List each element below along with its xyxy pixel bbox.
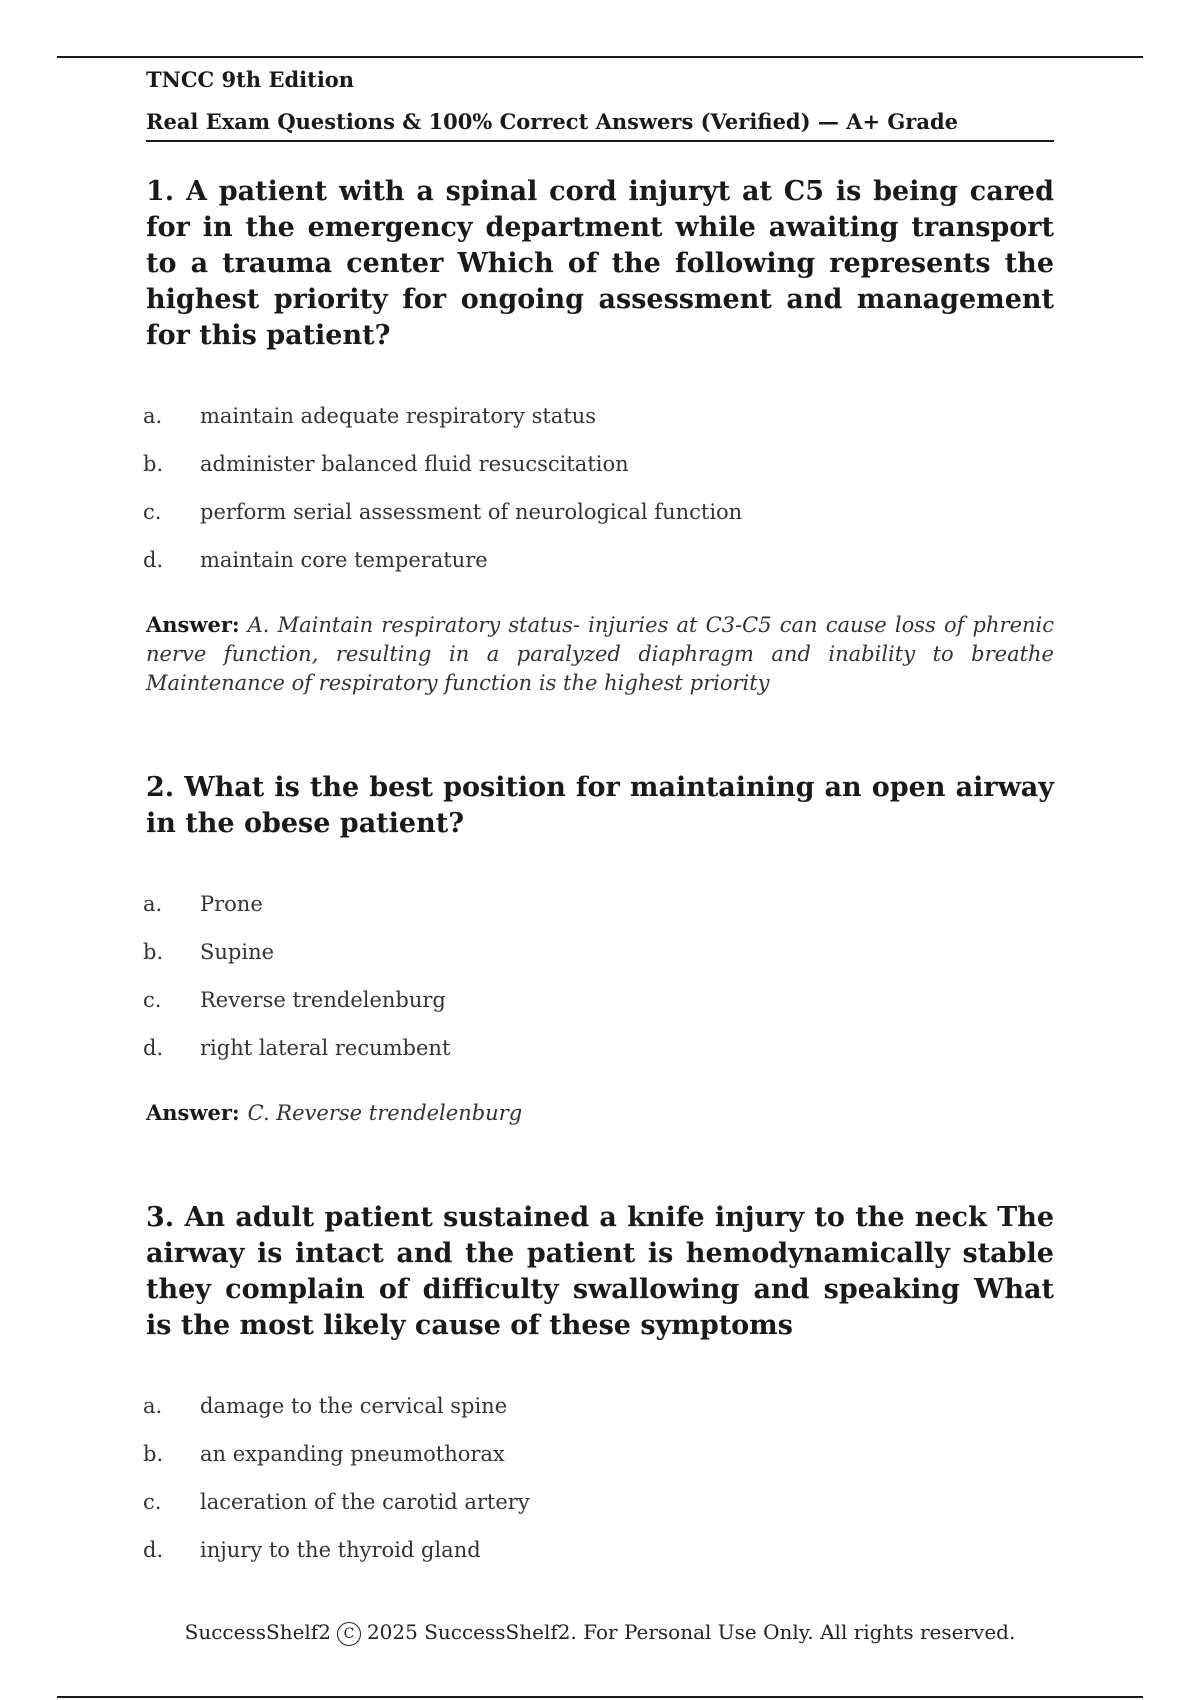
bottom-rule bbox=[57, 1696, 1143, 1698]
question-1 bbox=[143, 174, 1054, 698]
option-list bbox=[143, 402, 1054, 594]
option-text: administer balanced fluid resucscitation bbox=[200, 452, 629, 476]
option-letter: d. bbox=[143, 1538, 164, 1562]
option-d bbox=[143, 546, 1054, 594]
question-text bbox=[146, 770, 1054, 842]
option-text: Supine bbox=[200, 940, 275, 964]
question-text bbox=[146, 1200, 1054, 1344]
copyright-icon: C bbox=[337, 1622, 361, 1646]
option-letter: a. bbox=[143, 1394, 163, 1418]
option-b bbox=[143, 1440, 1054, 1488]
question-body: What is the best position for maintaining an open airway in the obese patient? bbox=[146, 772, 1054, 839]
option-text: maintain core temperature bbox=[200, 548, 488, 572]
option-c bbox=[143, 1488, 1054, 1536]
answer bbox=[146, 1098, 1054, 1128]
option-letter: b. bbox=[143, 1442, 164, 1466]
answer-text: C. Reverse trendelenburg bbox=[247, 1101, 523, 1125]
answer-label: Answer: bbox=[146, 1100, 240, 1125]
option-letter: a. bbox=[143, 892, 163, 916]
option-text: maintain adequate respiratory status bbox=[200, 404, 597, 428]
footer-brand: SuccessShelf2 bbox=[184, 1620, 331, 1644]
question-number: 2. bbox=[146, 772, 175, 803]
option-c bbox=[143, 986, 1054, 1034]
option-text: laceration of the carotid artery bbox=[200, 1490, 530, 1514]
option-letter: d. bbox=[143, 1036, 164, 1060]
document-header bbox=[146, 66, 1054, 142]
option-text: Reverse trendelenburg bbox=[200, 988, 446, 1012]
option-text: an expanding pneumothorax bbox=[200, 1442, 505, 1466]
option-letter: b. bbox=[143, 940, 164, 964]
answer-text: A. Maintain respiratory status- injuries at C3-C5 can cause loss of phrenic nerve function, resulting in a paralyzed diaphragm and inability to breathe Maintenance of respiratory function is the highest priority bbox=[146, 613, 1054, 695]
header-edition: TNCC 9th Edition bbox=[146, 67, 355, 92]
page-footer bbox=[0, 1620, 1200, 1646]
option-text: injury to the thyroid gland bbox=[200, 1538, 481, 1562]
answer bbox=[146, 610, 1054, 698]
option-a bbox=[143, 1392, 1054, 1440]
option-letter: d. bbox=[143, 548, 164, 572]
option-letter: c. bbox=[143, 988, 162, 1012]
option-d bbox=[143, 1536, 1054, 1584]
option-letter: a. bbox=[143, 404, 163, 428]
question-number: 1. bbox=[146, 176, 175, 207]
option-text: damage to the cervical spine bbox=[200, 1394, 508, 1418]
option-letter: c. bbox=[143, 500, 162, 524]
option-text: right lateral recumbent bbox=[200, 1036, 451, 1060]
option-list bbox=[143, 1392, 1054, 1584]
question-number: 3. bbox=[146, 1202, 175, 1233]
option-b bbox=[143, 938, 1054, 986]
option-list bbox=[143, 890, 1054, 1082]
option-text: perform serial assessment of neurological function bbox=[200, 500, 743, 524]
footer-rights: 2025 SuccessShelf2. For Personal Use Only. All rights reserved. bbox=[366, 1620, 1016, 1644]
question-body: An adult patient sustained a knife injury to the neck The airway is intact and the patient is hemodynamically stable they complain of difficulty swallowing and speaking What is the most likely cause of these symptoms bbox=[146, 1202, 1054, 1341]
option-a bbox=[143, 890, 1054, 938]
question-body: A patient with a spinal cord injuryt at C5 is being cared for in the emergency department while awaiting transport to a trauma center Which of the following represents the highest priority for ongoing assessment and management for this patient? bbox=[146, 176, 1054, 351]
option-letter: b. bbox=[143, 452, 164, 476]
top-rule bbox=[57, 56, 1143, 58]
option-c bbox=[143, 498, 1054, 546]
option-a bbox=[143, 402, 1054, 450]
question-list bbox=[143, 174, 1054, 1638]
option-text: Prone bbox=[200, 892, 263, 916]
question-3 bbox=[143, 1200, 1054, 1584]
question-2 bbox=[143, 770, 1054, 1128]
header-subtitle: Real Exam Questions & 100% Correct Answers (Verified) — A+ Grade bbox=[146, 108, 1054, 142]
question-text bbox=[146, 174, 1054, 354]
option-b bbox=[143, 450, 1054, 498]
option-d bbox=[143, 1034, 1054, 1082]
option-letter: c. bbox=[143, 1490, 162, 1514]
answer-label: Answer: bbox=[146, 612, 240, 637]
